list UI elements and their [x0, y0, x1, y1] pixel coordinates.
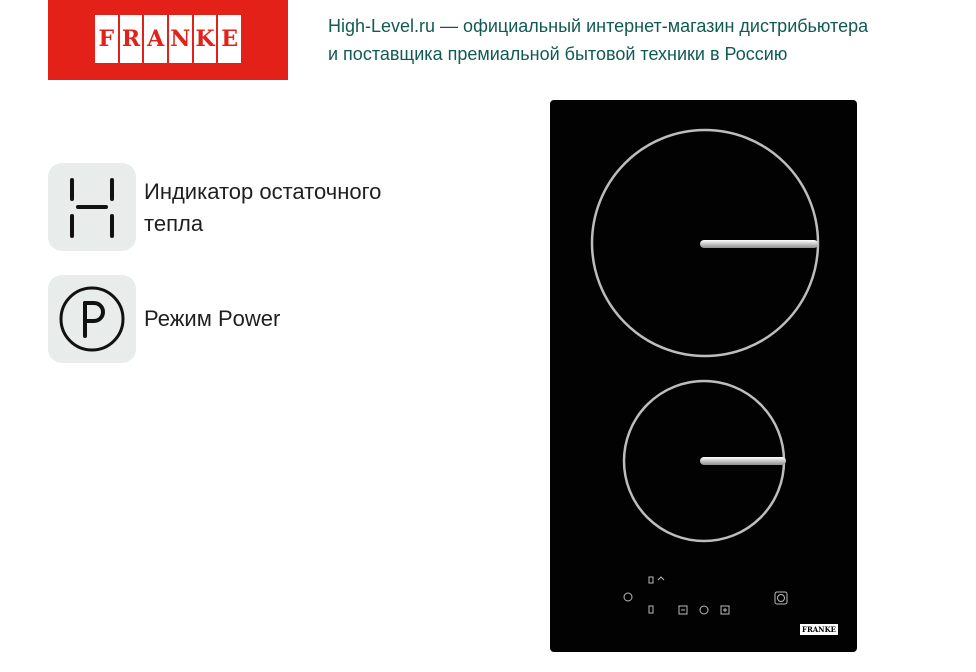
feature-label-line-1: Индикатор остаточного: [144, 179, 382, 204]
residual-heat-h-icon: [48, 163, 136, 251]
feature-label: Режим Power: [144, 306, 281, 331]
hob-brand-label: FRANKE: [801, 625, 837, 634]
logo-letter: E: [218, 15, 241, 63]
header-line-2: и поставщика премиальной бытовой техники в Россию: [328, 44, 788, 64]
power-p-icon: [48, 275, 136, 363]
header-line-1: High-Level.ru — официальный интернет-магазин дистрибьютера: [328, 16, 869, 36]
feature-power: [48, 275, 468, 363]
header-tagline: [328, 12, 958, 68]
feature-residual-heat: [48, 163, 468, 251]
logo-letter: R: [120, 15, 143, 63]
logo-letter: K: [194, 15, 217, 63]
franke-logo[interactable]: [48, 0, 288, 80]
feature-label-line-2: тепла: [144, 211, 204, 236]
logo-letter: F: [95, 15, 118, 63]
logo-letter: A: [144, 15, 167, 63]
logo-letter: N: [169, 15, 192, 63]
hob-image: [550, 100, 857, 652]
feature-label: [144, 176, 444, 240]
